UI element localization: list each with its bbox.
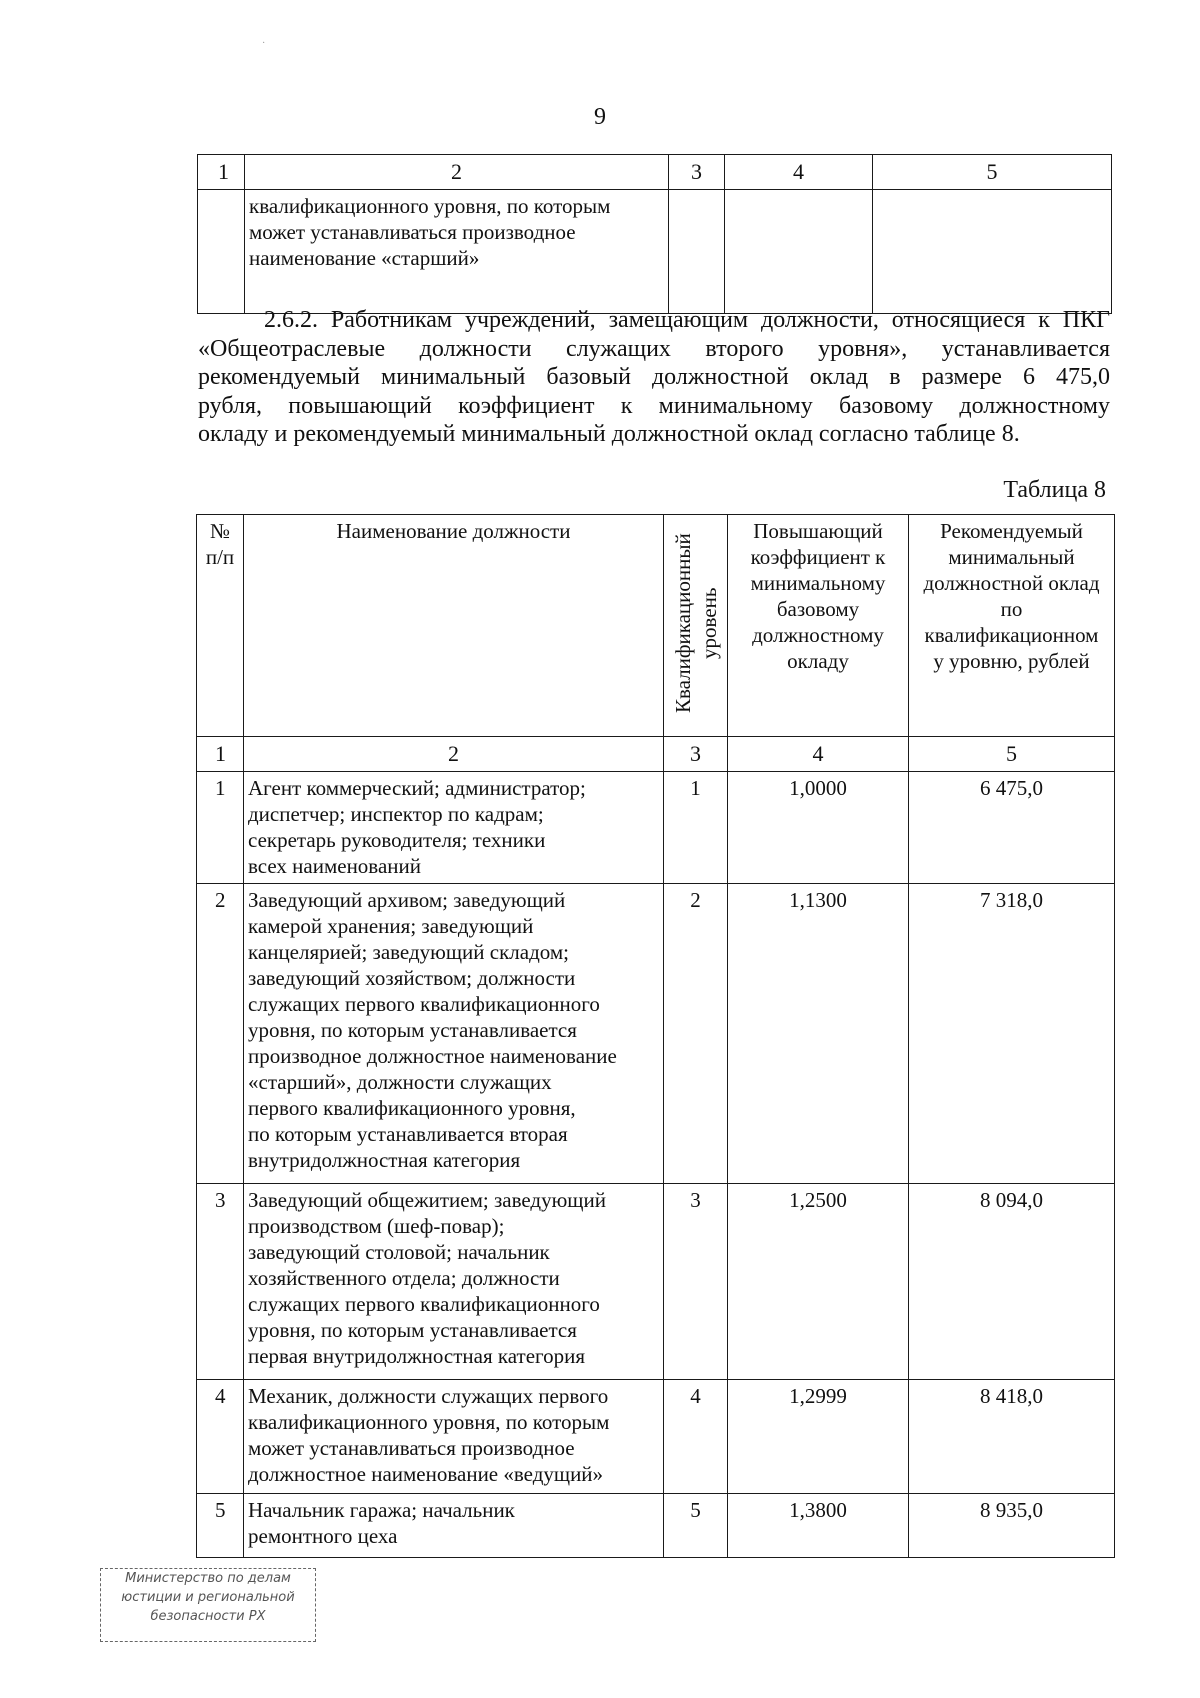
text-line: должностное наименование «ведущий» [248, 1462, 604, 1486]
text-line: Заведующий архивом; заведующий [248, 888, 566, 912]
text-line: уровня, по которым устанавливается [248, 1018, 577, 1042]
header-text: № [209, 519, 231, 543]
paragraph-line: 2.6.2. Работникам учреждений, замещающим должности, относящиеся к ПКГ [264, 307, 1110, 333]
position-name-cell [244, 1184, 664, 1380]
text-line: секретарь руководителя; техники [248, 828, 546, 852]
qualification-level: 2 [664, 884, 728, 1184]
registration-stamp [100, 1568, 316, 1642]
text-line: заведующий столовой; начальник [248, 1240, 550, 1264]
table-row [197, 772, 1115, 884]
text-line: ремонтного цеха [248, 1524, 398, 1548]
text-line: служащих первого квалификационного [248, 992, 600, 1016]
header-level-cell [664, 515, 728, 737]
empty-cell [873, 190, 1112, 314]
text-line: может устанавливаться производное [249, 220, 576, 244]
table-header-row [197, 515, 1115, 737]
col-number-cell: 1 [197, 737, 244, 772]
continuation-name-cell [245, 190, 669, 314]
header-text: у уровню, рублей [933, 649, 1090, 673]
col-number-cell: 4 [725, 155, 873, 190]
col-number-cell: 5 [873, 155, 1112, 190]
paragraph-line: окладу и рекомендуемый минимальный должностной оклад согласно таблице 8. [198, 421, 1020, 447]
text-line: уровня, по которым устанавливается [248, 1318, 577, 1342]
table-row [197, 1380, 1115, 1494]
header-salary-cell [909, 515, 1115, 737]
header-num-cell [197, 515, 244, 737]
paragraph-line: «Общеотраслевые должности служащих второго уровня», устанавливается [198, 335, 1110, 362]
empty-cell [198, 190, 245, 314]
text-line: производством (шеф-повар); [248, 1214, 505, 1238]
text-line: по которым устанавливается вторая [248, 1122, 568, 1146]
paragraph-line: рекомендуемый минимальный базовый должностной оклад в размере 6 475,0 [198, 364, 1110, 390]
header-text: уровень [696, 586, 721, 659]
row-number: 5 [197, 1494, 244, 1558]
paragraph-line: рубля, повышающий коэффициент к минимальному базовому должностному [198, 392, 1110, 419]
table-8 [196, 514, 1115, 1558]
header-text: Повышающий [753, 519, 883, 543]
header-text: п/п [205, 545, 235, 569]
text-line: первая внутридолжностная категория [248, 1344, 586, 1368]
column-numbers-row [197, 737, 1115, 772]
coefficient: 1,3800 [728, 1494, 909, 1558]
qualification-level: 4 [664, 1380, 728, 1494]
header-text: минимальный [948, 545, 1075, 569]
continuation-table-row [198, 190, 1112, 314]
text-line: всех наименований [248, 854, 421, 878]
text-line: квалификационного уровня, по которым [249, 194, 611, 218]
header-text: Наименование должности [336, 519, 571, 543]
header-text: базовому [776, 597, 860, 621]
col-number-cell: 2 [245, 155, 669, 190]
text-line: квалификационного уровня, по которым [248, 1410, 610, 1434]
coefficient: 1,0000 [728, 772, 909, 884]
text-line: Агент коммерческий; администратор; [248, 776, 586, 800]
col-number-cell: 5 [909, 737, 1115, 772]
col-number-cell: 1 [198, 155, 245, 190]
text-line: заведующий хозяйством; должности [248, 966, 576, 990]
salary: 7 318,0 [909, 884, 1115, 1184]
text-line: внутридолжностная категория [248, 1148, 521, 1172]
header-level-vertical [670, 520, 722, 726]
coefficient: 1,2500 [728, 1184, 909, 1380]
text-line: наименование «старший» [249, 246, 480, 270]
salary: 8 418,0 [909, 1380, 1115, 1494]
text-line: может устанавливаться производное [248, 1436, 575, 1460]
row-number: 4 [197, 1380, 244, 1494]
header-text: коэффициент к [750, 545, 886, 569]
table-row [197, 1184, 1115, 1380]
continuation-table-header-row [198, 155, 1112, 190]
empty-cell [669, 190, 725, 314]
text-line: первого квалификационного уровня, [248, 1096, 576, 1120]
table-row [197, 884, 1115, 1184]
header-text: должностной оклад [923, 571, 1100, 595]
header-text: квалификационном [924, 623, 1099, 647]
salary: 8 094,0 [909, 1184, 1115, 1380]
text-line: камерой хранения; заведующий [248, 914, 534, 938]
page-number: 9 [594, 104, 606, 130]
coefficient: 1,1300 [728, 884, 909, 1184]
position-name-cell [244, 1494, 664, 1558]
stamp-line: юстиции и региональной [121, 1590, 295, 1605]
qualification-level: 5 [664, 1494, 728, 1558]
text-line: Механик, должности служащих первого [248, 1384, 609, 1408]
row-number: 3 [197, 1184, 244, 1380]
text-line: служащих первого квалификационного [248, 1292, 600, 1316]
continuation-table [197, 154, 1112, 314]
qualification-level: 3 [664, 1184, 728, 1380]
text-line: Начальник гаража; начальник [248, 1498, 515, 1522]
text-line: диспетчер; инспектор по кадрам; [248, 802, 544, 826]
coefficient: 1,2999 [728, 1380, 909, 1494]
stamp-line: Министерство по делам [125, 1571, 291, 1586]
header-name-cell [244, 515, 664, 737]
stamp-line: безопасности РХ [150, 1609, 266, 1624]
text-line: хозяйственного отдела; должности [248, 1266, 560, 1290]
col-number-cell: 3 [664, 737, 728, 772]
scan-artifact: · [262, 38, 266, 49]
header-text: должностному [752, 623, 884, 647]
qualification-level: 1 [664, 772, 728, 884]
text-line: канцелярией; заведующий складом; [248, 940, 569, 964]
text-line: «старший», должности служащих [248, 1070, 552, 1094]
header-text: Рекомендуемый [940, 519, 1083, 543]
text-line: производное должностное наименование [248, 1044, 617, 1068]
col-number-cell: 3 [669, 155, 725, 190]
salary: 8 935,0 [909, 1494, 1115, 1558]
text-line: Заведующий общежитием; заведующий [248, 1188, 606, 1212]
salary: 6 475,0 [909, 772, 1115, 884]
header-text: окладу [787, 649, 849, 673]
empty-cell [725, 190, 873, 314]
position-name-cell [244, 1380, 664, 1494]
col-number-cell: 2 [244, 737, 664, 772]
position-name-cell [244, 884, 664, 1184]
row-number: 2 [197, 884, 244, 1184]
table-row [197, 1494, 1115, 1558]
table-caption: Таблица 8 [1003, 477, 1106, 503]
header-coef-cell [728, 515, 909, 737]
header-text: по [1000, 597, 1023, 621]
col-number-cell: 4 [728, 737, 909, 772]
row-number: 1 [197, 772, 244, 884]
position-name-cell [244, 772, 664, 884]
paragraph-2-6-2 [198, 306, 1110, 449]
header-text: минимальному [750, 571, 886, 595]
header-text: Квалификационный [670, 532, 695, 713]
